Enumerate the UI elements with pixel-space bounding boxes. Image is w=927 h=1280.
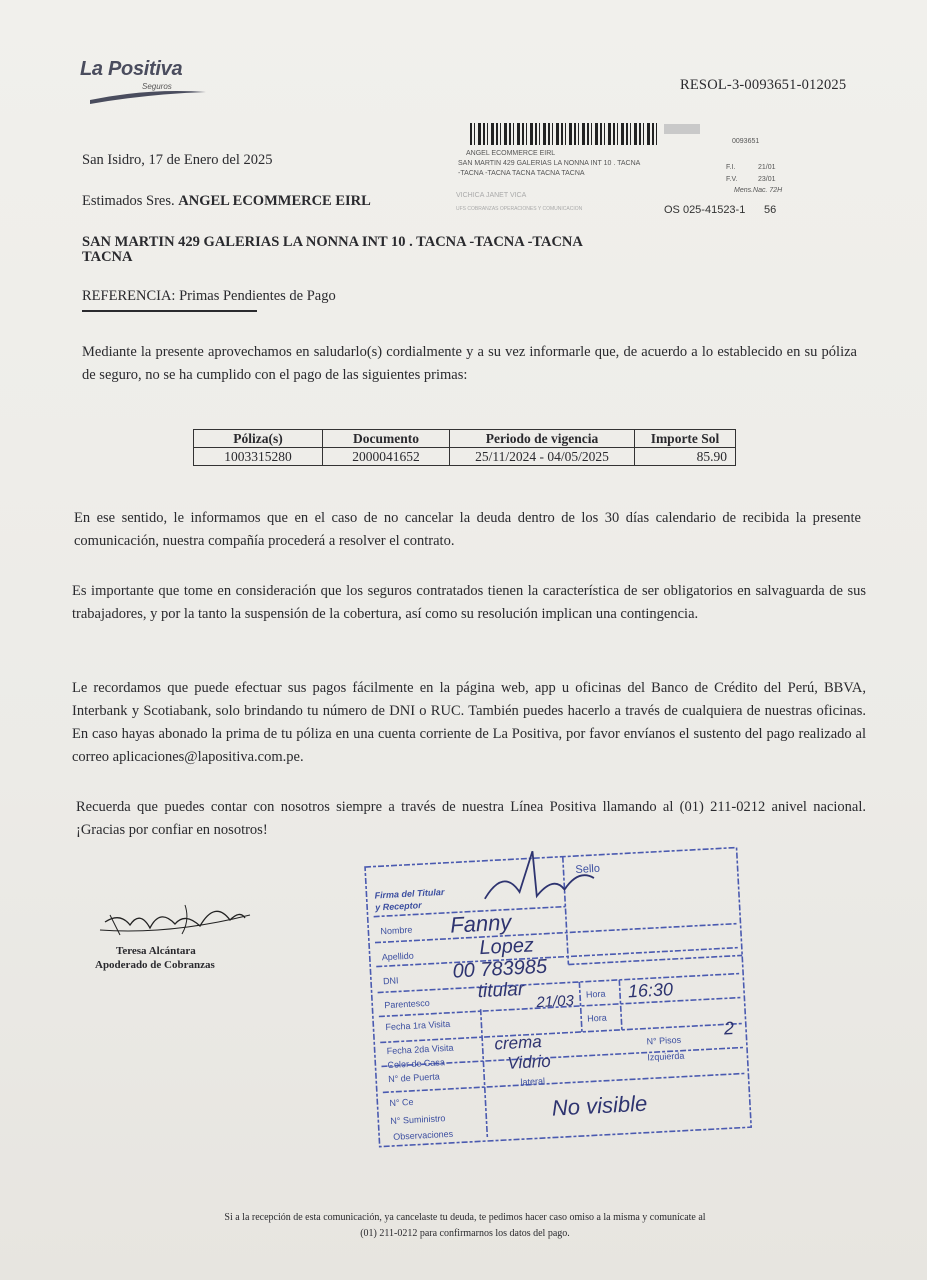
table-row [194,448,736,466]
hora-1-label: Hora [585,988,606,1000]
fi-label: F.I. [726,164,736,171]
fv-label: F.V. [726,176,738,183]
hand-observaciones: No visible [551,1090,648,1121]
hand-apellido: Lopez [478,934,535,960]
logo-subtitle: Seguros [142,82,172,91]
num-puerta-label: N° de Puerta [387,1071,440,1085]
firma-label: Firma del Titular [374,886,445,901]
color-casa-label: Color de Casa [387,1057,446,1071]
barcode-address-2: -TACNA -TACNA TACNA TACNA TACNA [458,170,585,177]
sello-label: Sello [575,862,601,877]
cell-importe: 85.90 [635,448,736,466]
observaciones-label: Observaciones [392,1128,454,1142]
paragraph-4: Recuerda que puedes contar con nosotros siempre a través de nuestra Línea Positiva llamando al (01) 211-0212 anivel nacional. ¡Gracias por confiar en nosotros! [76,799,866,838]
footer-line-1: Si a la recepción de esta comunicación, ya cancelaste tu deuda, te pedimos hacer caso omiso a la misma y comunícate al [224,1212,706,1223]
barcode-number: 0093651 [732,138,760,145]
cell-documento: 2000041652 [323,448,450,466]
premiums-table [193,429,736,466]
hand-hora: 16:30 [627,979,674,1002]
izquierda-label: Izquierda [647,1050,685,1063]
hora-2-label: Hora [587,1012,608,1024]
letter-date: San Isidro, 17 de Enero del 2025 [82,152,273,168]
lateral-label: lateral [520,1075,546,1088]
cell-periodo: 25/11/2024 - 04/05/2025 [450,448,635,466]
faint-line-1: VICHICA JANET VICA [456,192,527,199]
col-importe: Importe Sol [635,430,736,448]
signer-name: Teresa Alcántara [116,945,196,957]
parentesco-label: Parentesco [384,997,431,1011]
fi-value: 21/01 [758,164,776,171]
address-line-1: SAN MARTIN 429 GALERIAS LA NONNA INT 10 . TACNA -TACNA -TACNA [82,234,583,250]
hand-pisos: 2 [723,1017,735,1039]
nombre-label: Nombre [380,924,413,937]
table-header-row [194,430,736,448]
reference: REFERENCIA: Primas Pendientes de Pago [82,288,336,304]
hand-color: crema [493,1032,543,1054]
greeting-name: ANGEL ECOMMERCE EIRL [178,193,371,209]
barcode-name: ANGEL ECOMMERCE EIRL [466,150,556,157]
barcode-icon [470,123,660,145]
pisos-label: N° Pisos [646,1034,682,1047]
paragraph-3: Le recordamos que puede efectuar sus pagos fácilmente en la página web, app u oficinas del Banco de Crédito del Perú, BBVA, Interbank y Scotiabank, solo brindando tu número de DNI o RUC. También puedes hacerlo a través de cualquiera de nuestras oficinas. En caso hayas abonado la prima de tu póliza en una cuenta corriente de La Positiva, por favor envíanos el sustento del pago realizado al correo aplicaciones@lapositiva.com.pe. [72,680,866,765]
faint-line-2: UFS COBRANZAS OPERACIONES Y COMUNICACION [456,206,583,212]
os-code: OS 025-41523-1 [664,204,746,216]
suministro-label: N° Suministro [390,1113,446,1127]
footer-note [150,1210,780,1242]
footer-line-2: (01) 211-0212 para confirmarnos los datos del pago. [360,1228,570,1239]
mens-label: Mens.Nac. 72H [734,187,783,194]
hand-fecha: 21/03 [535,992,575,1012]
intro-paragraph: Mediante la presente aprovechamos en saludarlo(s) cordialmente y a su vez informarle que, de acuerdo a lo establecido en su póliza de seguro, no se ha cumplido con el pago de las siguientes primas: [82,344,857,383]
os-suffix: 56 [764,204,777,216]
hand-puerta: Vidrio [507,1051,552,1073]
reference-underline [82,310,257,312]
greeting [82,194,371,209]
logo-swoosh-icon [88,88,208,108]
col-periodo: Periodo de vigencia [450,430,635,448]
signer-title: Apoderado de Cobranzas [95,959,215,971]
address-line-2: TACNA [82,249,133,265]
paragraph-1: En ese sentido, le informamos que en el caso de no cancelar la deuda dentro de los 30 días calendario de recibida la presente comunicación, nuestra compañía procederá a resolver el contrato. [74,510,861,549]
apellido-label: Apellido [381,950,415,963]
col-poliza: Póliza(s) [194,430,323,448]
col-documento: Documento [323,430,450,448]
firma-label-2: y Receptor [374,900,422,913]
barcode-address-1: SAN MARTIN 429 GALERIAS LA NONNA INT 10 . TACNA [458,160,641,167]
la-positiva-logo [80,58,210,108]
hand-dni: 00 783985 [452,955,548,983]
signature-scribble [90,890,260,950]
stamp-handwritten-signature [462,842,615,910]
fecha-1-label: Fecha 1ra Visita [385,1018,451,1033]
n-ce-label: N° Ce [389,1096,414,1109]
fv-value: 23/01 [758,176,776,183]
hand-nombre: Fanny [449,909,512,938]
hand-parentesco: titular [477,978,525,1003]
cell-poliza: 1003315280 [194,448,323,466]
barcode-tag [664,124,700,134]
barcode-label [452,120,784,220]
resolution-number: RESOL-3-0093651-012025 [680,77,847,93]
dni-label: DNI [382,975,399,987]
greeting-prefix: Estimados Sres. [82,193,175,209]
courier-stamp [362,835,757,1154]
logo-text: La Positiva [80,58,183,80]
paragraph-2: Es importante que tome en consideración que los seguros contratados tienen la característica de ser obligatorios en salvaguarda de sus trabajadores, y por la tanto la suspensión de la cobertura, así como su resolución implican una contingencia. [72,583,866,622]
fecha-2-label: Fecha 2da Visita [386,1042,454,1057]
